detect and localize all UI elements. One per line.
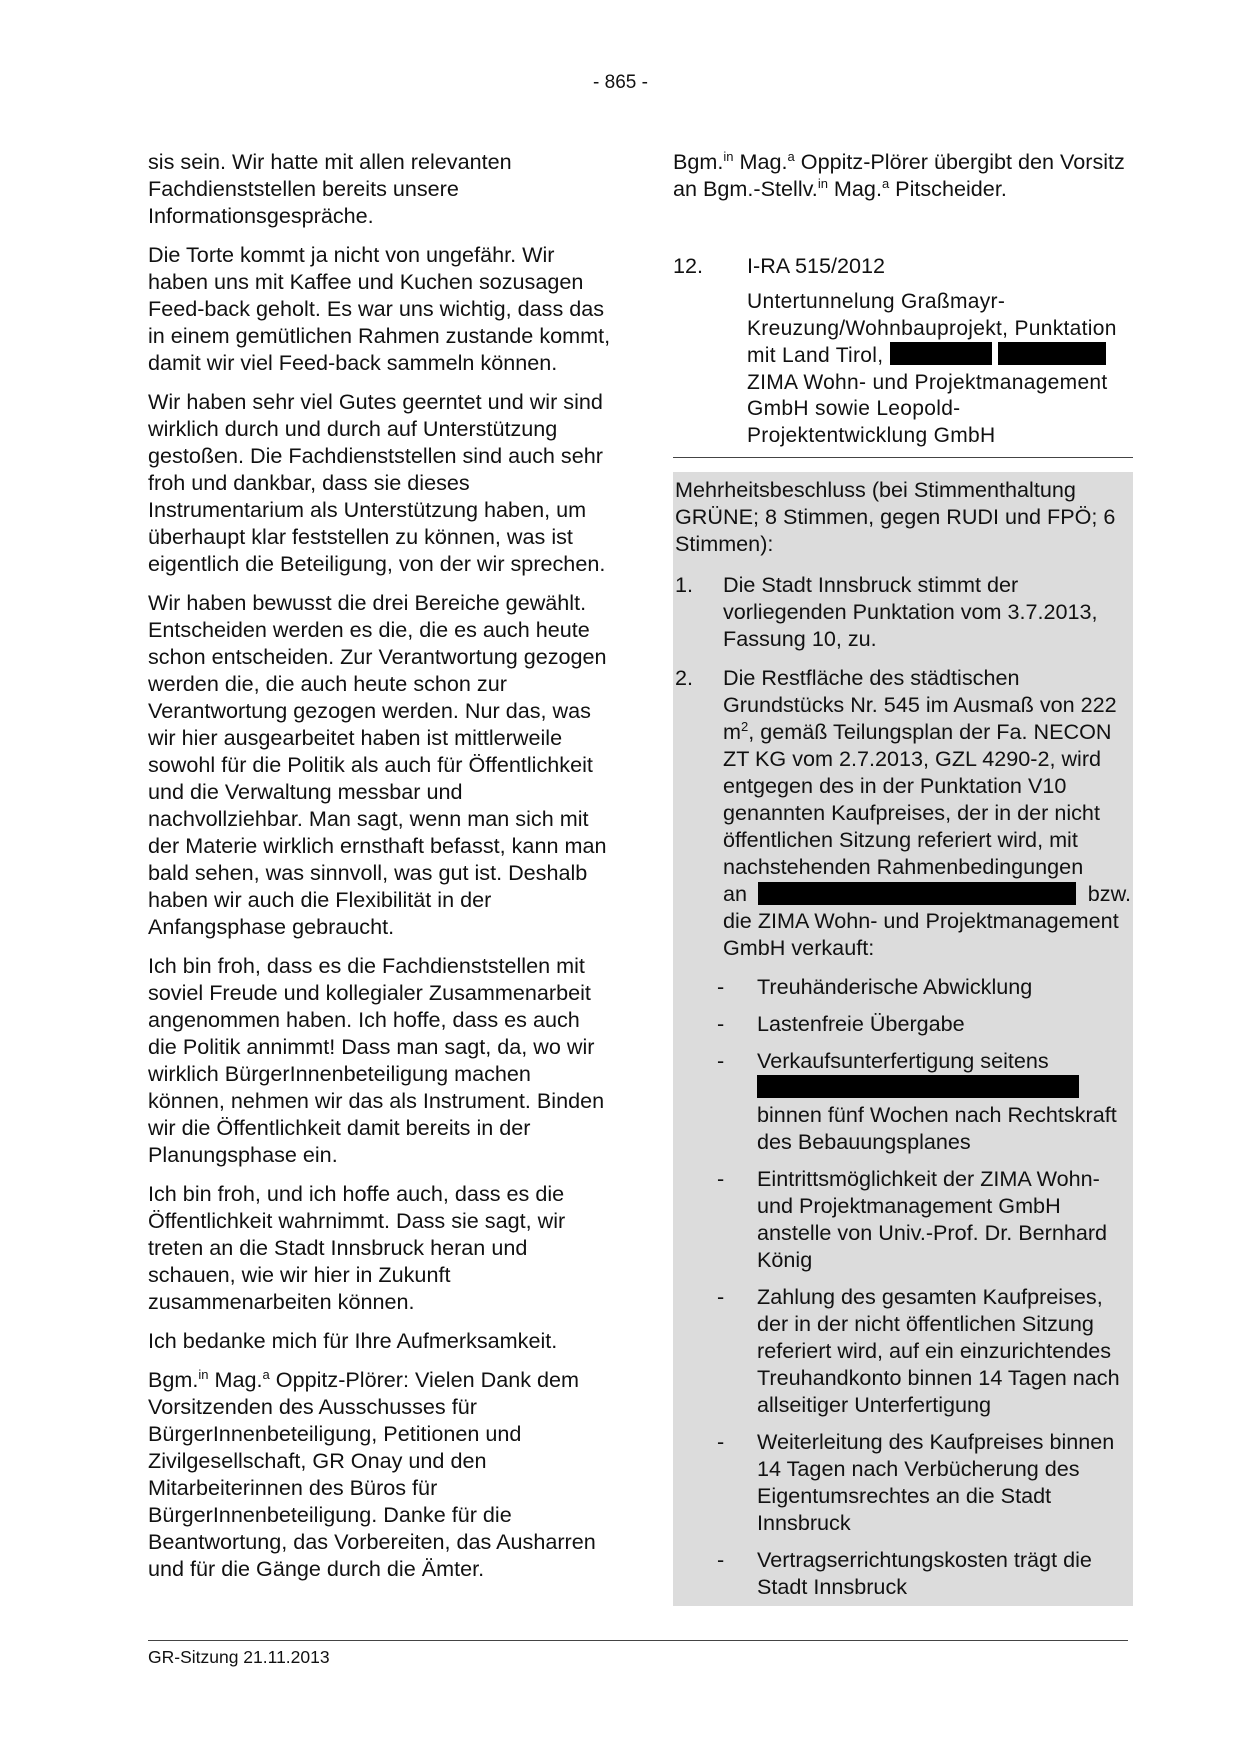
condition-item: - Weiterleitung des Kaufpreises binnen 14 Tagen nach Verbücherung des Eigentumsrechtes an die Stadt Innsbruck bbox=[717, 1429, 1115, 1535]
paragraph: Ich bin froh, und ich hoffe auch, dass es die Öffentlichkeit wahrnimmt. Dass sie sagt, wir treten an die Stadt Innsbruck heran und schauen, wie wir hier in Zukunft zusammenarbeiten können. bbox=[148, 1181, 566, 1314]
redaction-block bbox=[758, 882, 1076, 905]
closing-statement: Bgm.$^{in}$ Mag.$^a$ Oppitz-Plörer: Vielen Dank dem Vorsitzenden des Ausschusses für BürgerInnenbeteiligung, Petitionen und Zivilgesellschaft, GR Onay und den Mitarbeiterinnen des Büros für BürgerInnenbeteiligung. Danke für die Beantwortung, das Vorbereiten, das Ausharren und für die Gänge durch die Ämter. bbox=[148, 1366, 596, 1581]
decision-item: 2. Die Restfläche des städtischen Grundstücks Nr. 545 im Ausmaß von 222 $m^2$, gemäß Teilungsplan der Fa. NECON ZT KG vom 2.7.2013, GZL 4290-2, wird entgegen des in der Punktation V10 genannten Kaufpreises, der in der nicht öffentlichen Sitzung referiert wird, mit nachstehenden Rahmenbedingungen an bzw. die ZIMA Wohn- und Projektmanagement GmbH verkauft: bbox=[675, 665, 1131, 960]
paragraph: Ich bin froh, dass es die Fachdienststellen mit soviel Freude und kollegialer Zusammenarbeit angenommen haben. Ich hoffe, dass es auch die Politik annimmt! Dass man sagt, da, wo wir wirklich BürgerInnenbeteiligung machen können, nehmen wir das als Instrument. Binden wir die Öffentlichkeit damit bereits in der Planungsphase ein. bbox=[148, 953, 605, 1167]
decision-item: 1. Die Stadt Innsbruck stimmt der vorliegenden Punktation vom 3.7.2013, Fassung 10, zu. bbox=[675, 572, 1098, 651]
redaction-block bbox=[998, 342, 1106, 365]
agenda-code: I-RA 515/2012 bbox=[747, 253, 886, 278]
footer-divider bbox=[148, 1640, 1128, 1641]
footer-text: GR-Sitzung 21.11.2013 bbox=[148, 1647, 330, 1667]
paragraph: Die Torte kommt ja nicht von ungefähr. Wir haben uns mit Kaffee und Kuchen sozusagen Feed-back geholt. Es war uns wichtig, dass das in einem gemütlichen Rahmen zustande kommt, damit wir viel Feed-back sammeln können. bbox=[148, 242, 611, 375]
condition-item: - Zahlung des gesamten Kaufpreises, der in der nicht öffentlichen Sitzung referiert wird, auf ein einzurichtendes Treuhandkonto binnen 14 Tagen nach allseitiger Unterfertigung bbox=[717, 1284, 1120, 1417]
handover-statement: Bgm.$^{in}$ Mag.$^a$ Oppitz-Plörer übergibt den Vorsitz an Bgm.-Stellv.$^{in}$ Mag.$^a$ Pitscheider. bbox=[673, 148, 1125, 201]
divider bbox=[673, 457, 1133, 458]
condition-item: - Lastenfreie Übergabe bbox=[717, 1011, 965, 1036]
paragraph: sis sein. Wir hatte mit allen relevanten Fachdienststellen bereits unsere Informationsgespräche. bbox=[148, 149, 512, 228]
decision-box bbox=[673, 472, 1133, 1606]
decision-heading: Mehrheitsbeschluss (bei Stimmenthaltung GRÜNE; 8 Stimmen, gegen RUDI und FPÖ; 6 Stimmen): bbox=[675, 477, 1116, 556]
condition-item: - Vertragserrichtungskosten trägt die Stadt Innsbruck bbox=[717, 1547, 1092, 1599]
condition-item: - Eintrittsmöglichkeit der ZIMA Wohn- und Projektmanagement GmbH anstelle von Univ.-Prof. Dr. Bernhard König bbox=[717, 1166, 1108, 1272]
condition-item: - Verkaufsunterfertigung seitens binnen fünf Wochen nach Rechtskraft des Bebauungsplanes bbox=[717, 1048, 1117, 1154]
left-column bbox=[148, 148, 613, 1594]
agenda-subject: Untertunnelung Graßmayr-Kreuzung/Wohnbauprojekt, Punktation mit Land Tirol, ZIMA Wohn- und Projektmanagement GmbH sowie Leopold-Projektentwicklung GmbH bbox=[747, 290, 1117, 447]
paragraph: Wir haben sehr viel Gutes geerntet und wir sind wirklich durch und durch auf Unterstützung gestoßen. Die Fachdienststellen sind auch sehr froh und dankbar, dass sie dieses Instrumentarium als Unterstützung haben, um überhaupt klar feststellen zu können, was ist eigentlich die Beteiligung, von der wir sprechen. bbox=[148, 389, 606, 576]
paragraph: Ich bedanke mich für Ihre Aufmerksamkeit. bbox=[148, 1328, 558, 1353]
redaction-block bbox=[757, 1075, 1079, 1098]
redaction-block bbox=[890, 342, 992, 365]
agenda-item-header bbox=[673, 252, 1133, 279]
right-column bbox=[673, 148, 1133, 1606]
paragraph: Wir haben bewusst die drei Bereiche gewählt. Entscheiden werden es die, die es auch heute schon entscheiden. Zur Verantwortung gezogen werden die, die auch heute schon zur Verantwortung gezogen werden. Nur das, was wir hier ausgearbeitet haben ist mittlerweile sowohl für die Politik als auch für Öffentlichkeit und die Verwaltung messbar und nachvollziehbar. Man sagt, wenn man sich mit der Materie wirklich ernsthaft befasst, kann man bald sehen, was sinnvoll, was gut ist. Deshalb haben wir auch die Flexibilität in der Anfangsphase gebraucht. bbox=[148, 590, 607, 939]
condition-item: - Treuhänderische Abwicklung bbox=[717, 974, 1033, 999]
agenda-number: 12. bbox=[673, 253, 704, 278]
page-number: - 865 - bbox=[593, 72, 648, 93]
